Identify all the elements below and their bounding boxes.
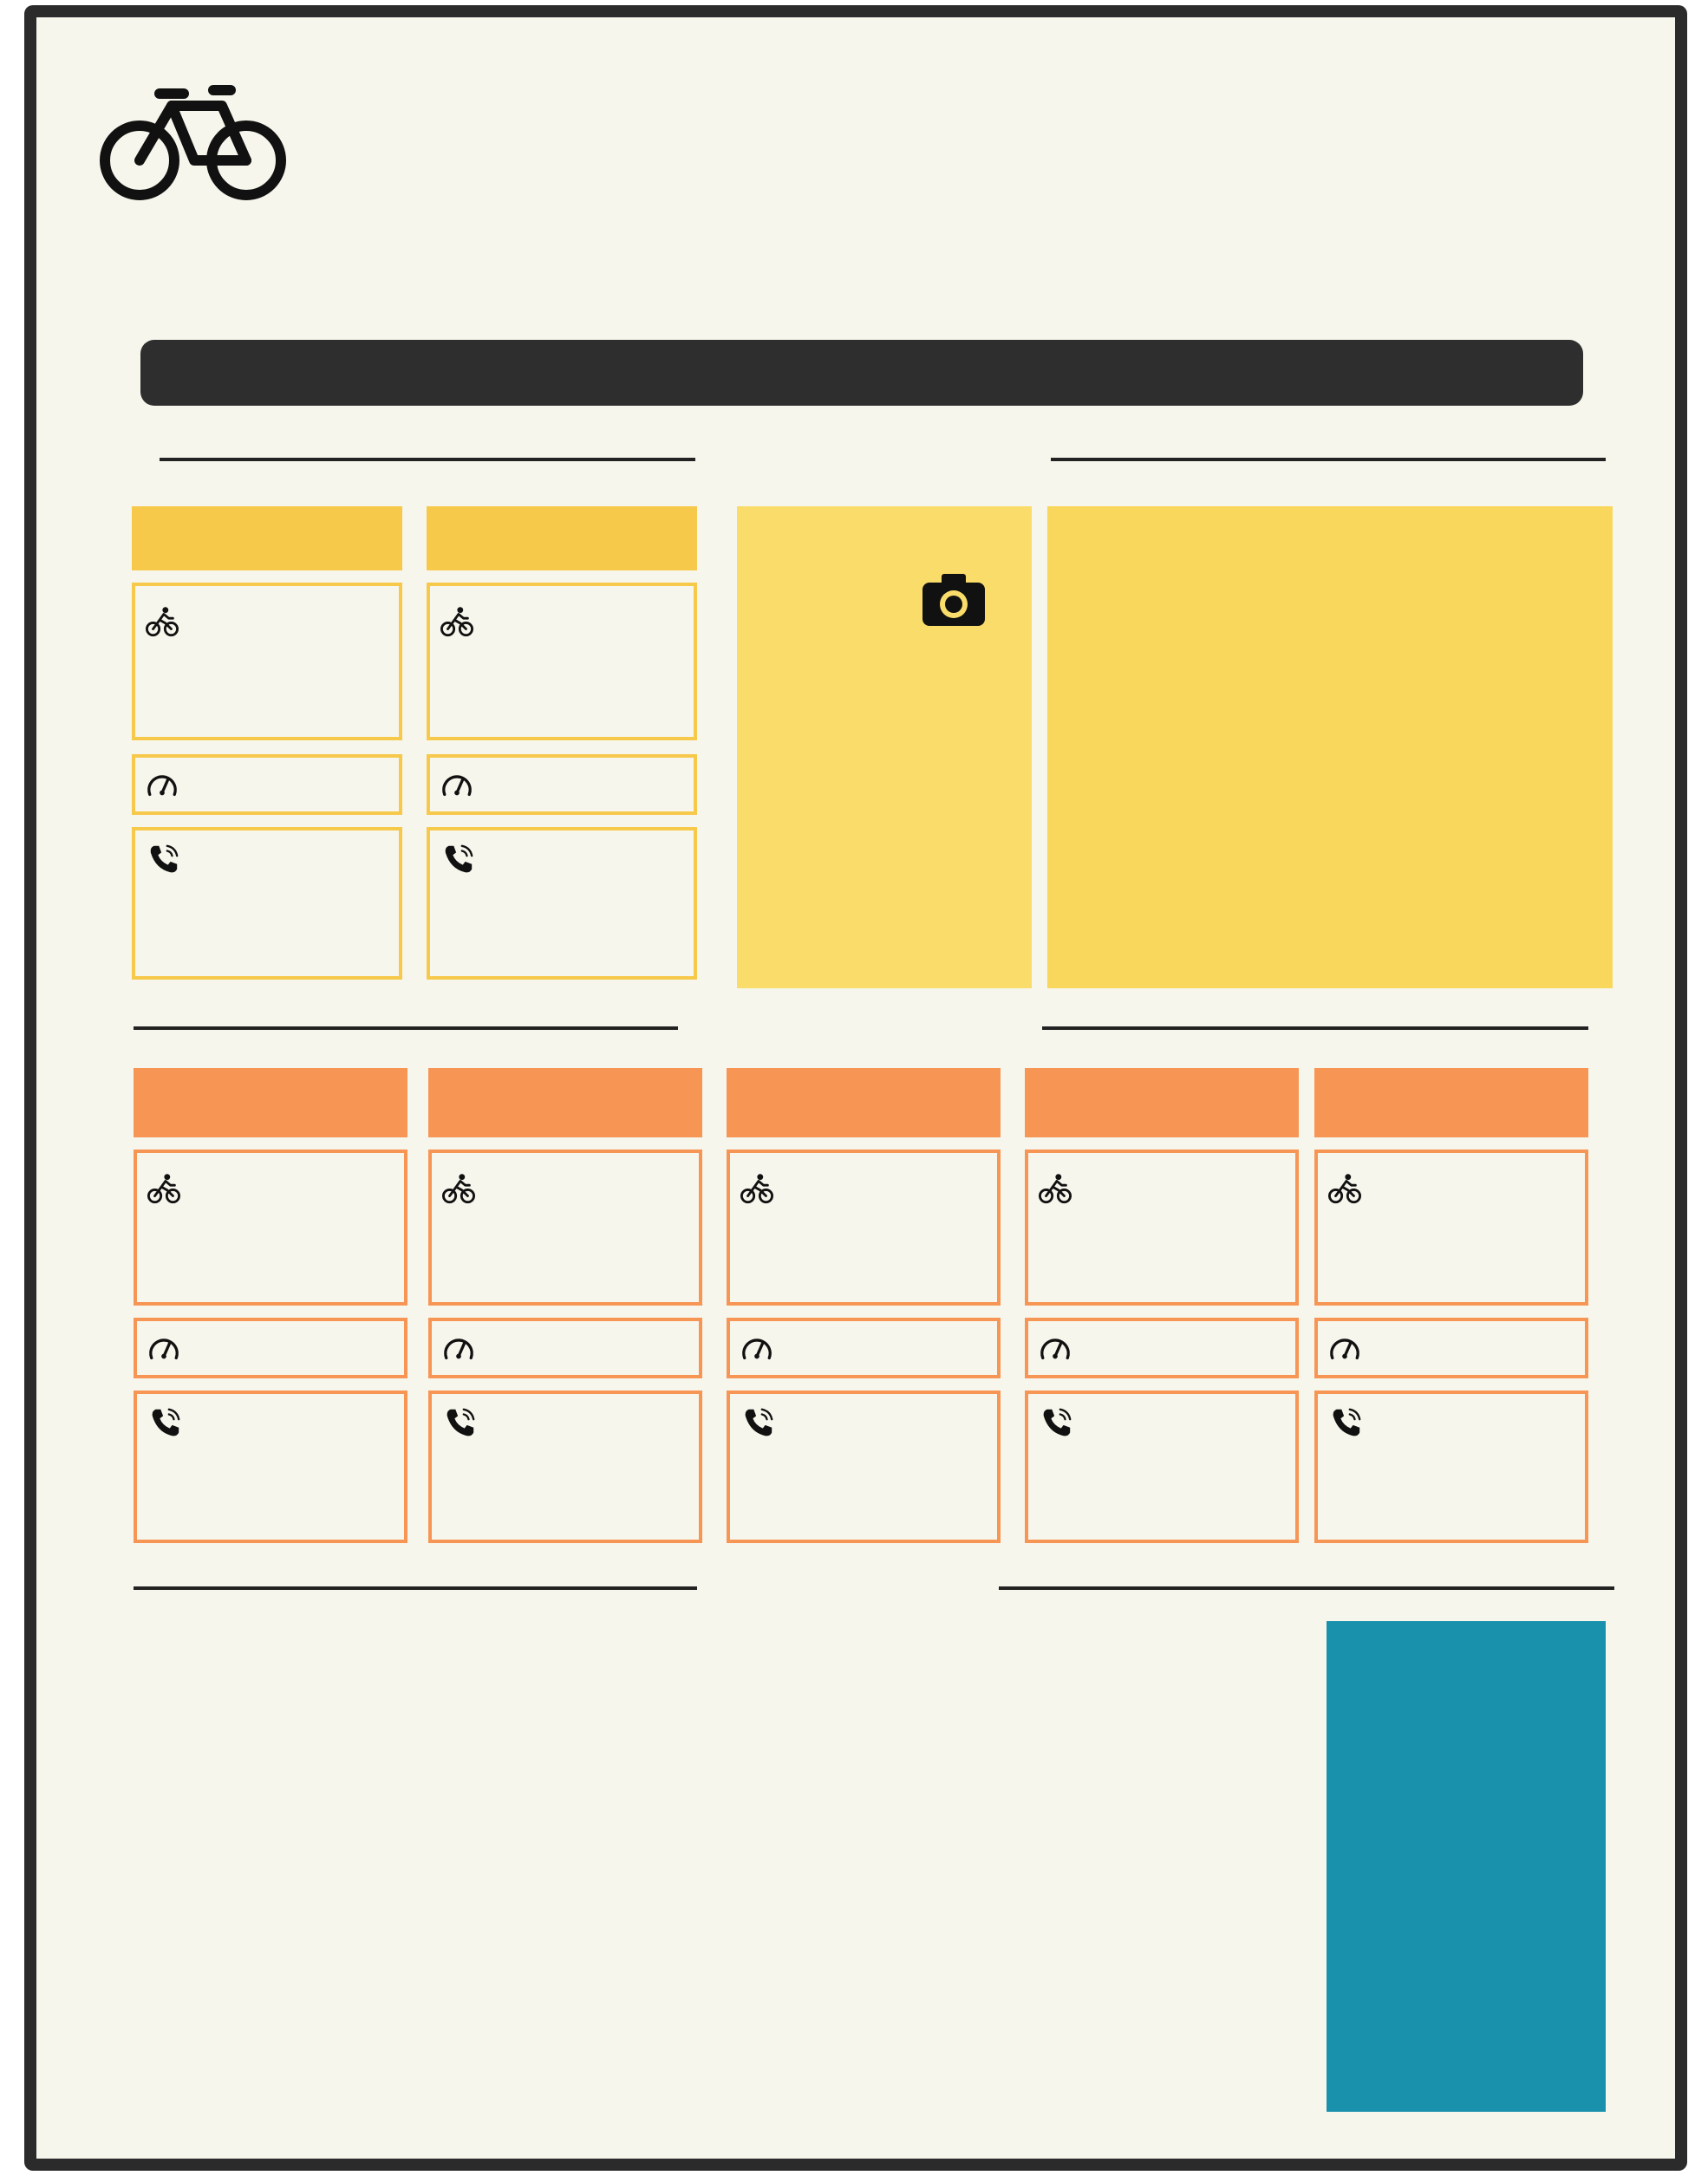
bicycle-icon (146, 605, 179, 638)
trip-difficulty-box (727, 1318, 1001, 1378)
phone-icon (149, 1406, 182, 1439)
gauge-icon (440, 768, 473, 801)
section-divider (999, 1586, 1614, 1590)
trip-date-header (134, 1068, 407, 1137)
phone-icon (1330, 1406, 1363, 1439)
trip-destination-box (134, 1150, 407, 1306)
trip-date-header (132, 506, 402, 570)
trip-date-header (1314, 1068, 1588, 1137)
phone-icon (444, 1406, 477, 1439)
trip-destination-box (428, 1150, 702, 1306)
trip-contact-box (1025, 1391, 1299, 1543)
trip-difficulty-box (132, 754, 402, 815)
trip-date-header (428, 1068, 702, 1137)
trip-destination-box (1314, 1150, 1588, 1306)
trip-contact-box (427, 827, 697, 980)
trip-destination-box (1025, 1150, 1299, 1306)
bicycle-icon (740, 1172, 773, 1205)
presentation-card (737, 506, 1032, 988)
bicycle-icon (442, 1172, 475, 1205)
trip-contact-box (132, 827, 402, 980)
gauge-icon (1328, 1332, 1361, 1365)
bicycle-icon (440, 605, 473, 638)
gauge-icon (442, 1332, 475, 1365)
phone-icon (742, 1406, 775, 1439)
trip-contact-box (1314, 1391, 1588, 1543)
trip-date-header (727, 1068, 1001, 1137)
poster (24, 5, 1687, 2171)
trip-difficulty-box (134, 1318, 407, 1378)
trip-difficulty-box (1025, 1318, 1299, 1378)
subtitle-banner (140, 340, 1583, 406)
trip-difficulty-box (1314, 1318, 1588, 1378)
phone-icon (442, 843, 475, 876)
trip-difficulty-box (427, 754, 697, 815)
trip-contact-box (134, 1391, 407, 1543)
section-divider (1051, 458, 1606, 461)
trip-destination-box (427, 583, 697, 740)
section-divider (134, 1026, 678, 1030)
disclaimer-note (1327, 1621, 1606, 2112)
trip-difficulty-box (428, 1318, 702, 1378)
section-divider (134, 1586, 697, 1590)
trip-date-header (427, 506, 697, 570)
gauge-icon (1039, 1332, 1072, 1365)
gauge-icon (146, 768, 179, 801)
trip-contact-box (727, 1391, 1001, 1543)
gauge-icon (147, 1332, 180, 1365)
trip-date-header (1025, 1068, 1299, 1137)
bicycle-icon (1328, 1172, 1361, 1205)
camera-icon (921, 572, 987, 628)
trip-contact-box (428, 1391, 702, 1543)
bicycle-icon (147, 1172, 180, 1205)
gauge-icon (740, 1332, 773, 1365)
section-divider (160, 458, 695, 461)
equipment-card (1047, 506, 1613, 988)
phone-icon (1040, 1406, 1073, 1439)
bicycle-logo-icon (92, 78, 291, 208)
bicycle-icon (1039, 1172, 1072, 1205)
trip-destination-box (727, 1150, 1001, 1306)
section-divider (1042, 1026, 1588, 1030)
phone-icon (147, 843, 180, 876)
trip-destination-box (132, 583, 402, 740)
